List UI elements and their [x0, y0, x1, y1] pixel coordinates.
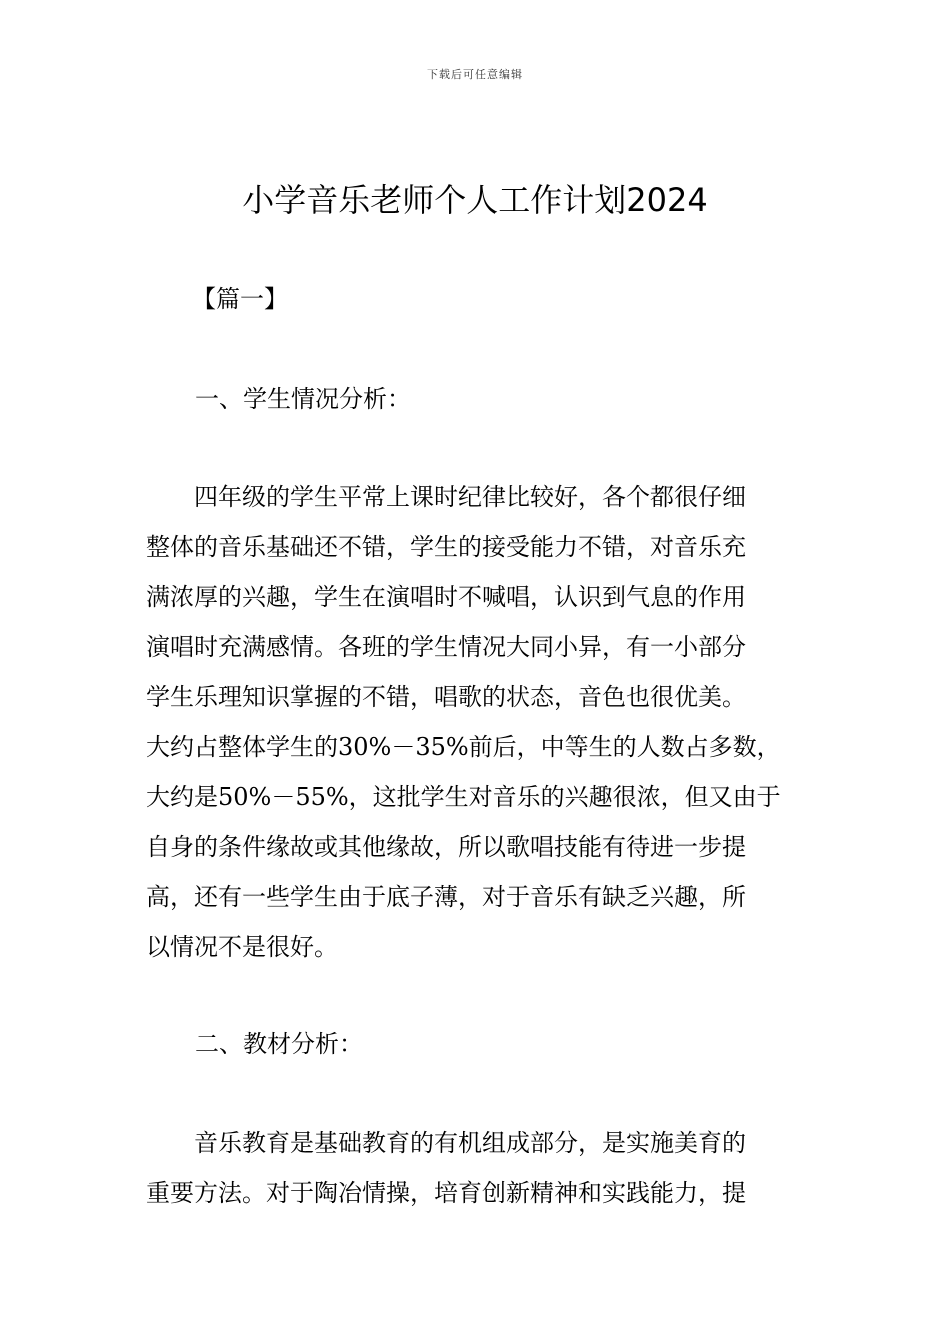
section-marker: 【篇一】 — [192, 285, 288, 313]
paragraph-line: 以情况不是很好。 — [146, 933, 338, 961]
paragraph-line: 整体的音乐基础还不错，学生的接受能力不错，对音乐充 — [146, 533, 746, 561]
paragraph-line: 演唱时充满感情。各班的学生情况大同小异，有一小部分 — [146, 633, 746, 661]
paragraph-line: 大约是50%－55%，这批学生对音乐的兴趣很浓，但又由于 — [146, 783, 781, 811]
section-2-paragraph — [146, 1118, 811, 1218]
section-1-paragraph — [146, 472, 811, 972]
paragraph-line: 四年级的学生平常上课时纪律比较好，各个都很仔细 — [146, 483, 746, 511]
paragraph-line: 高，还有一些学生由于底子薄，对于音乐有缺乏兴趣，所 — [146, 883, 746, 911]
paragraph-line: 大约占整体学生的30%－35%前后，中等生的人数占多数， — [146, 733, 781, 761]
paragraph-line: 满浓厚的兴趣，学生在演唱时不喊唱，认识到气息的作用 — [146, 583, 746, 611]
page-title: 小学音乐老师个人工作计划2024 — [242, 181, 708, 219]
paragraph-line: 自身的条件缘故或其他缘故，所以歌唱技能有待进一步提 — [146, 833, 746, 861]
paragraph-line: 音乐教育是基础教育的有机组成部分，是实施美育的 — [146, 1129, 746, 1157]
paragraph-line: 学生乐理知识掌握的不错，唱歌的状态，音色也很优美。 — [146, 683, 746, 711]
section-2-heading: 二、教材分析： — [195, 1030, 363, 1058]
header-note: 下载后可任意编辑 — [427, 68, 523, 81]
section-1-heading: 一、学生情况分析： — [195, 385, 411, 413]
paragraph-line: 重要方法。对于陶冶情操，培育创新精神和实践能力，提 — [146, 1179, 746, 1207]
